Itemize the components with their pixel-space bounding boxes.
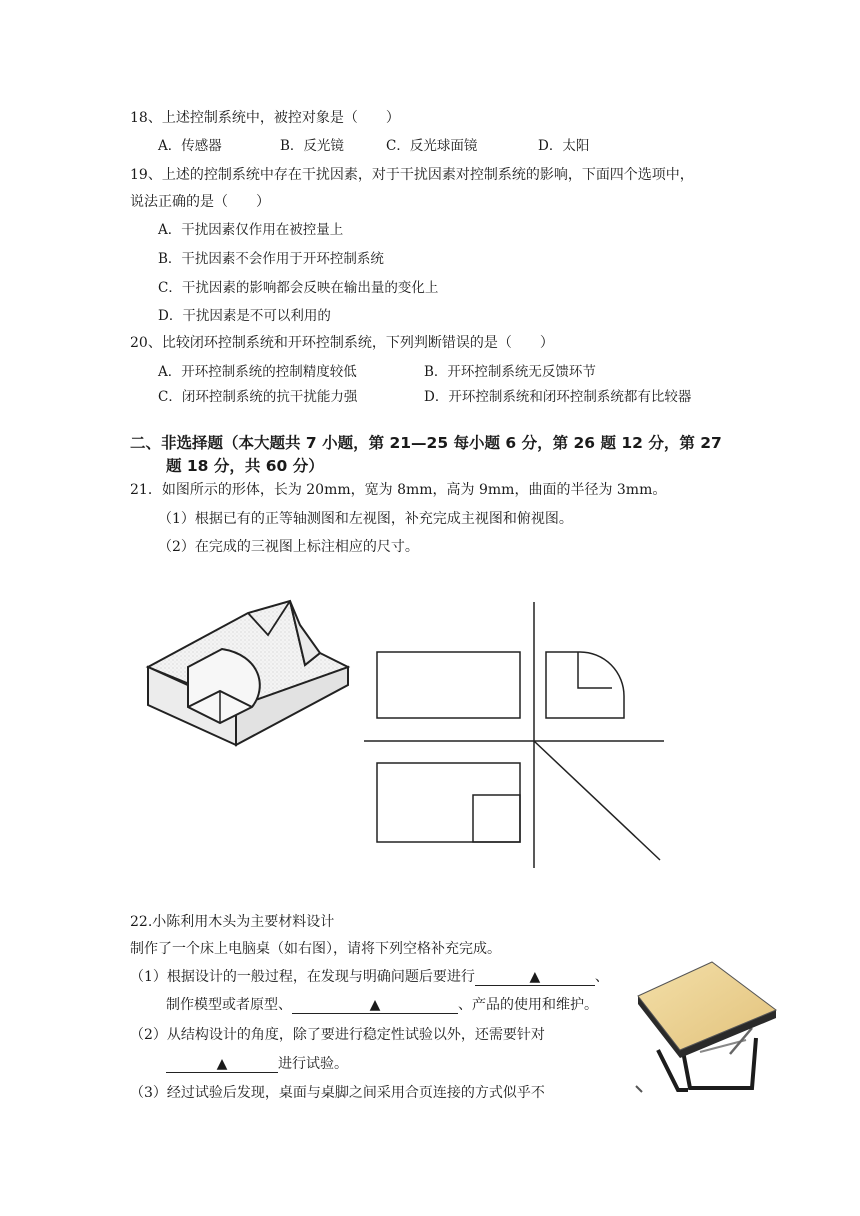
q22-stem-line2: 制作了一个床上电脑桌（如右图），请将下列空格补充完成。 <box>130 941 501 957</box>
q19-option-b: B．干扰因素不会作用于开环控制系统 <box>158 251 384 267</box>
q22-sub2-text-b: 进行试验。 <box>278 1056 348 1072</box>
q22-sub3: （3）经过试验后发现，桌面与桌脚之间采用合页连接的方式似乎不 <box>130 1085 545 1101</box>
q20-option-b: B．开环控制系统无反馈环节 <box>424 364 596 380</box>
isometric-drawing <box>140 595 360 755</box>
q21-stem: 21．如图所示的形体，长为 20mm，宽为 8mm，高为 9mm，曲面的半径为 3mm。 <box>130 482 667 498</box>
q20-option-d: D．开环控制系统和闭环控制系统都有比较器 <box>424 389 692 405</box>
q18-option-b: B．反光镜 <box>280 138 344 154</box>
section2-heading-line1: 二、非选择题（本大题共 7 小题，第 21—25 每小题 6 分，第 26 题 12 分，第 27 <box>130 434 722 452</box>
blank-mark: ▲ <box>529 969 541 985</box>
q20-option-c: C．闭环控制系统的抗干扰能力强 <box>158 389 358 405</box>
q22-blank-1[interactable] <box>475 969 595 986</box>
q22-sub1-text-a: （1）根据设计的一般过程，在发现与明确问题后要进行 <box>130 969 475 985</box>
q22-sub1-text-d: 、产品的使用和维护。 <box>458 997 598 1013</box>
laptop-table-illustration <box>630 958 780 1098</box>
q21-sub1: （1）根据已有的正等轴测图和左视图，补充完成主视图和俯视图。 <box>158 511 573 527</box>
q22-sub2-line1: （2）从结构设计的角度，除了要进行稳定性试验以外，还需要针对 <box>130 1027 545 1043</box>
q21-sub2: （2）在完成的三视图上标注相应的尺寸。 <box>158 539 419 555</box>
q19-stem-line1: 19、上述的控制系统中存在干扰因素，对于干扰因素对控制系统的影响，下面四个选项中， <box>130 167 694 183</box>
q19-option-d: D．干扰因素是不可以利用的 <box>158 308 331 324</box>
q19-stem-line2: 说法正确的是（ ） <box>130 194 270 210</box>
q22-blank-2[interactable] <box>292 997 458 1014</box>
q22-stem-line1: 22.小陈利用木头为主要材料设计 <box>130 914 335 930</box>
three-view-drawing <box>360 598 670 870</box>
q20-stem: 20、比较闭环控制系统和开环控制系统，下列判断错误的是（ ） <box>130 335 554 351</box>
q22-blank-3[interactable] <box>166 1056 278 1073</box>
q22-sub1-text-b: 、 <box>594 969 609 985</box>
blank-mark: ▲ <box>216 1056 228 1072</box>
blank-mark: ▲ <box>369 997 381 1013</box>
q18-option-d: D．太阳 <box>538 138 590 154</box>
q18-option-a: A．传感器 <box>158 138 222 154</box>
section2-heading-line2: 题 18 分，共 60 分） <box>166 457 324 475</box>
q22-sub1-line1 <box>130 967 609 987</box>
q18-stem: 18、上述控制系统中，被控对象是（ ） <box>130 110 400 126</box>
q19-option-c: C．干扰因素的影响都会反映在输出量的变化上 <box>158 280 439 296</box>
q22-sub2-line2 <box>166 1054 348 1074</box>
q22-sub1-text-c: 制作模型或者原型、 <box>166 997 292 1013</box>
q19-option-a: A．干扰因素仅作用在被控量上 <box>158 222 344 238</box>
q22-sub1-line2 <box>166 995 598 1015</box>
q20-option-a: A．开环控制系统的控制精度较低 <box>158 364 357 380</box>
q18-option-c: C．反光球面镜 <box>386 138 478 154</box>
